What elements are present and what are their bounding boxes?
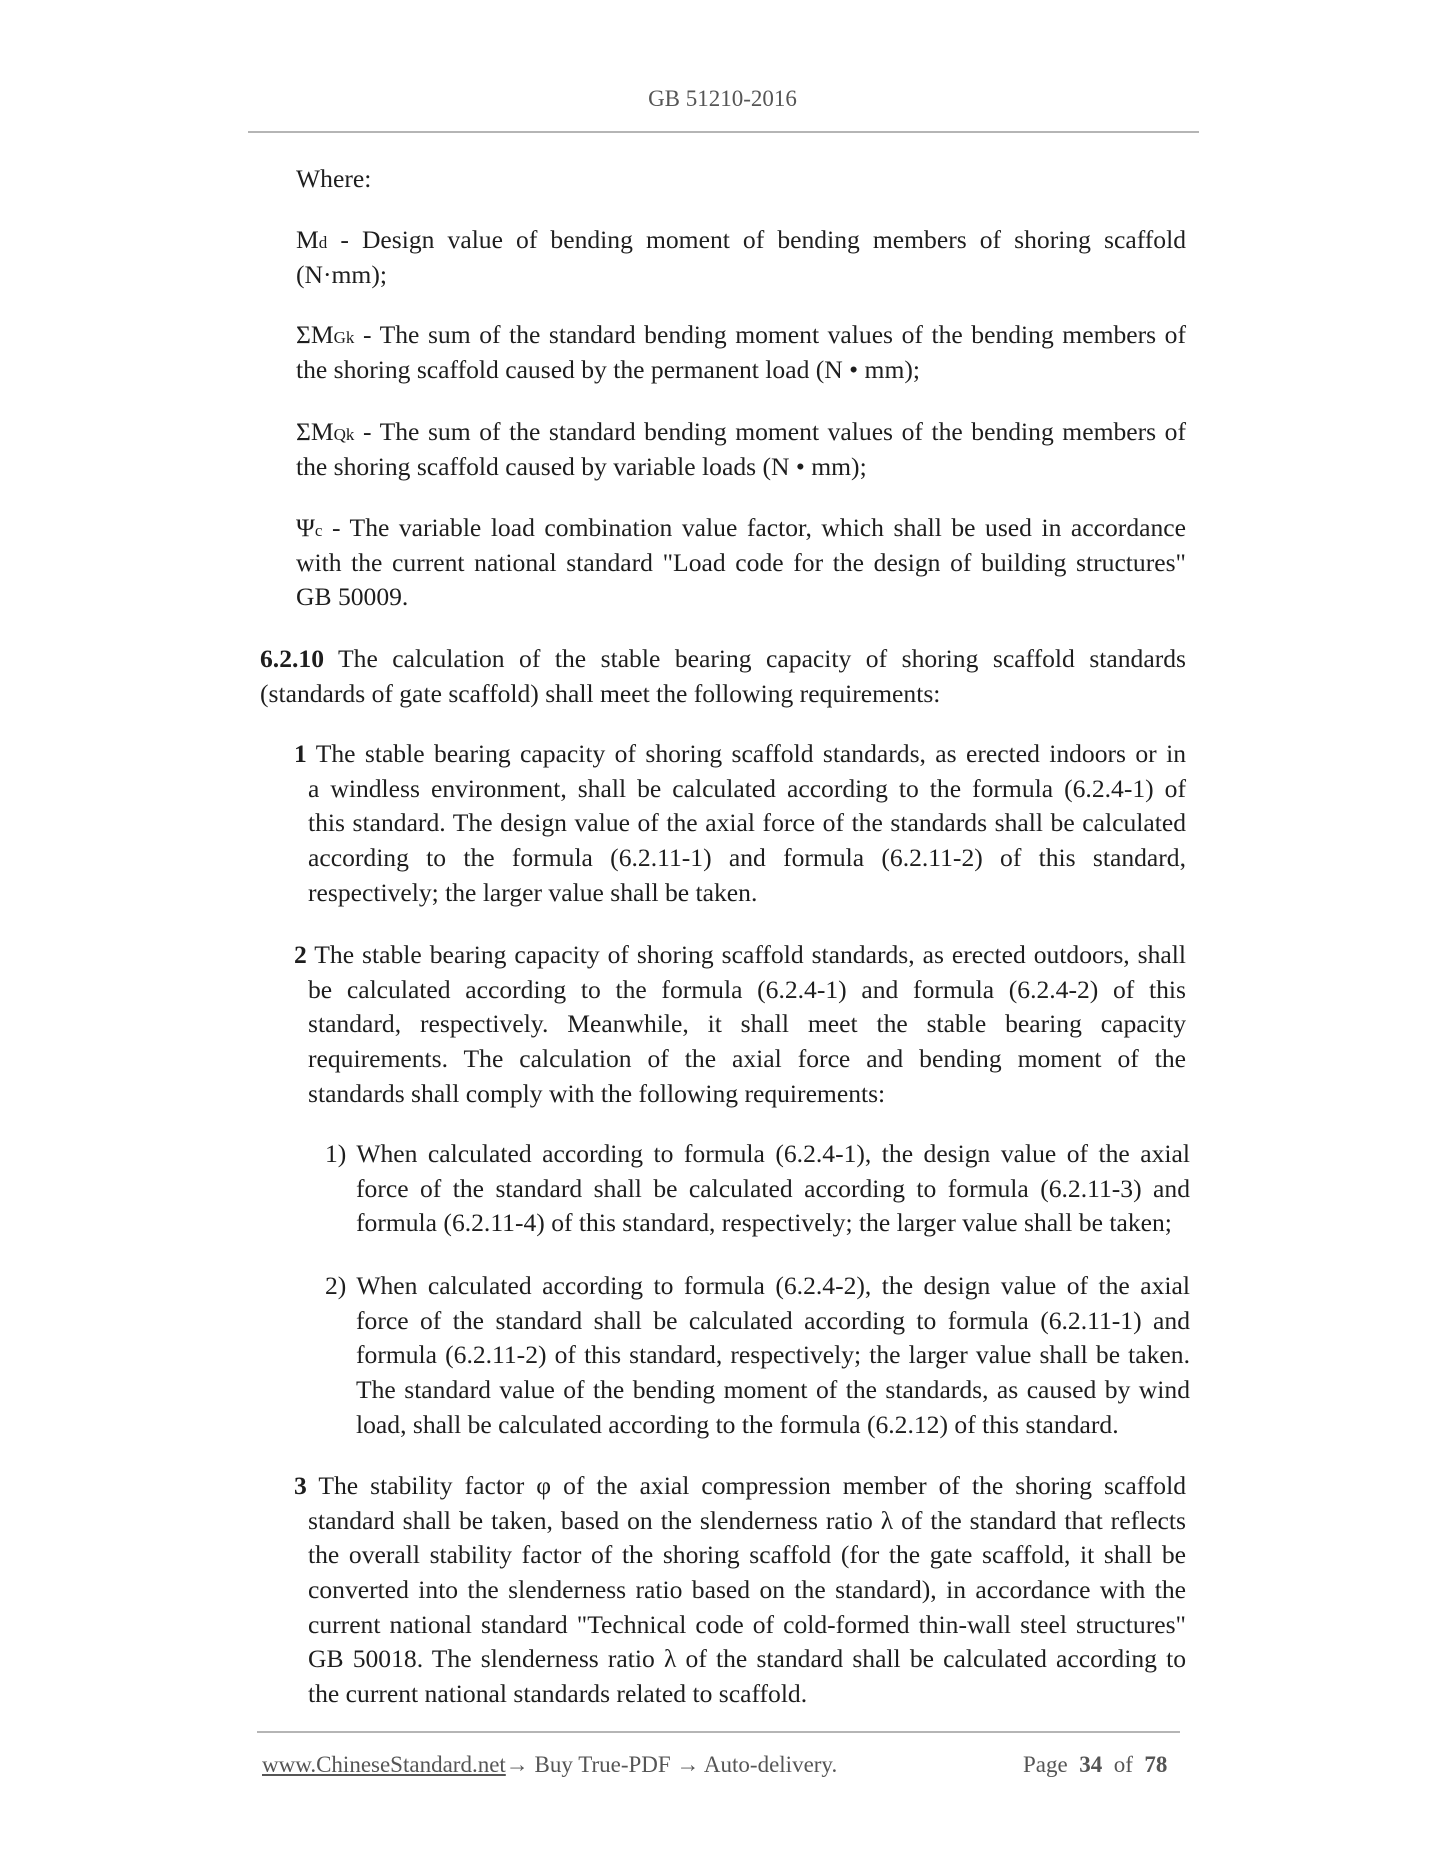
symbol: M [296,225,319,254]
text-line [308,1504,1186,1539]
line-text: according to the formula (6.2.11-1) and formula (6.2.11-2) of this standard, [308,843,1186,873]
clause-number: 2 [294,940,307,969]
text-line [296,223,1186,258]
text-line [296,258,1186,293]
text-line [325,1137,1190,1172]
page-indicator [1023,1752,1167,1778]
text-line [308,1007,1186,1042]
line-text: force of the standard shall be calculated according to formula (6.2.11-1) and [356,1305,1190,1335]
text-line [308,1042,1186,1077]
paragraph-sym [296,415,1186,484]
paragraph-item [294,938,1186,1111]
line-text: - The sum of the standard bending moment values of the bending members of [354,320,1186,349]
paragraph-plain [296,162,1186,197]
line-text: be calculated according to the formula (6.2.4-1) and formula (6.2.4-2) of this [308,974,1186,1004]
line-text: standard, respectively. Meanwhile, it shall meet the stable bearing capacity [308,1009,1186,1039]
paragraph-item [294,737,1186,910]
clause-number: 1 [294,739,307,768]
arrow-icon: → [505,1752,529,1777]
line-text: The stability factor φ of the axial compression member of the shoring scaffold [306,1471,1186,1500]
line-text: - Design value of bending moment of bending members of shoring scaffold [327,225,1186,254]
text-line [356,1206,1190,1241]
line-text: converted into the slenderness ratio based on the standard), in accordance with the [308,1575,1186,1605]
buy-text: Buy True-PDF [528,1752,677,1777]
line-text: the shoring scaffold caused by the permanent load (N • mm); [296,354,920,384]
text-line [308,772,1186,807]
text-line [296,318,1186,353]
text-line [308,1077,1186,1112]
symbol-subscript: c [314,521,323,540]
line-text: (standards of gate scaffold) shall meet the following requirements: [260,678,941,708]
text-line [294,938,1186,973]
text-line [356,1304,1190,1339]
text-line [296,162,1186,197]
website-link[interactable]: www.ChineseStandard.net [262,1752,506,1777]
line-text: - The sum of the standard bending moment values of the bending members of [354,417,1186,446]
paragraph-sub [325,1137,1190,1241]
line-text: 2) When calculated according to formula (6.2.4-2), the design value of the axial [325,1271,1190,1300]
arrow-icon: → [676,1752,700,1777]
clause-number: 6.2.10 [260,644,324,673]
line-text: standards shall comply with the following requirements: [308,1078,886,1108]
text-line [294,1469,1186,1504]
text-line [308,1573,1186,1608]
line-text: The calculation of the stable bearing capacity of shoring scaffold standards [323,644,1186,673]
line-text: GB 50009. [296,582,409,612]
text-line [296,450,1186,485]
symbol: ΣM [296,320,334,349]
line-text: with the current national standard "Load code for the design of building structures" [296,547,1186,577]
delivery-text: Auto-delivery. [699,1752,838,1777]
symbol-subscript: Qk [333,425,355,444]
line-text: standard shall be taken, based on the slenderness ratio λ of the standard that reflects [308,1505,1186,1535]
line-text: 1) When calculated according to formula (6.2.4-1), the design value of the axial [325,1139,1190,1168]
line-text: GB 50018. The slenderness ratio λ of the standard shall be calculated according to [308,1644,1186,1674]
text-line [296,580,1186,615]
text-line [308,876,1186,911]
text-line [308,1677,1186,1712]
line-text: The stable bearing capacity of shoring scaffold standards, as erected indoors or in [306,739,1186,768]
line-text: formula (6.2.11-4) of this standard, respectively; the larger value shall be taken; [356,1208,1172,1238]
paragraph-item [294,1469,1186,1712]
text-line [296,546,1186,581]
line-text: - The variable load combination value factor, which shall be used in accordance [322,513,1186,542]
text-line [308,973,1186,1008]
symbol: ΣM [296,417,334,446]
line-text: The standard value of the bending moment of the standards, as caused by wind [356,1375,1190,1405]
text-line [325,1269,1190,1304]
text-line [356,1373,1190,1408]
text-line [356,1338,1190,1373]
symbol: Ψ [296,513,315,542]
text-line [308,841,1186,876]
text-line [308,806,1186,841]
line-text: current national standard "Technical code of cold-formed thin-wall steel structures" [308,1609,1186,1639]
text-line [296,353,1186,388]
line-text: (N·mm); [296,259,387,289]
line-text: respectively; the larger value shall be taken. [308,877,758,907]
footer-divider [257,1731,1180,1733]
text-line [308,1608,1186,1643]
line-text: force of the standard shall be calculated according to formula (6.2.11-3) and [356,1173,1190,1203]
page-number: 34 [1079,1752,1103,1777]
text-line [296,511,1186,546]
symbol-subscript: d [318,233,328,252]
text-line [308,1642,1186,1677]
paragraph-sym [296,318,1186,387]
symbol-subscript: Gk [333,328,355,347]
text-line [356,1408,1190,1443]
line-text: the overall stability factor of the shoring scaffold (for the gate scaffold, it shall be [308,1540,1186,1570]
line-text: load, shall be calculated according to the formula (6.2.12) of this standard. [356,1409,1119,1439]
line-text: Where: [296,164,372,193]
page-label: Page [1023,1752,1068,1777]
clause-number: 3 [294,1471,307,1500]
document-header: GB 51210-2016 [648,86,797,111]
paragraph-clause [260,642,1186,711]
text-line [260,677,1186,712]
line-text: The stable bearing capacity of shoring scaffold standards, as erected outdoors, shall [306,940,1186,969]
footer-left [262,1752,837,1778]
line-text: the current national standards related to scaffold. [308,1679,808,1709]
of-label: of [1113,1752,1133,1777]
paragraph-sub [325,1269,1190,1442]
line-text: this standard. The design value of the axial force of the standards shall be calculated [308,808,1186,838]
paragraph-sym [296,511,1186,615]
line-text: the shoring scaffold caused by variable loads (N • mm); [296,451,867,481]
text-line [356,1172,1190,1207]
page-total: 78 [1144,1752,1168,1777]
text-line [308,1538,1186,1573]
text-line [260,642,1186,677]
line-text: a windless environment, shall be calculated according to the formula (6.2.4-1) of [308,773,1186,803]
text-line [296,415,1186,450]
paragraph-sym [296,223,1186,292]
header-divider [248,131,1199,133]
line-text: requirements. The calculation of the axial force and bending moment of the [308,1044,1186,1074]
line-text: formula (6.2.11-2) of this standard, respectively; the larger value shall be taken. [356,1340,1190,1370]
text-line [294,737,1186,772]
